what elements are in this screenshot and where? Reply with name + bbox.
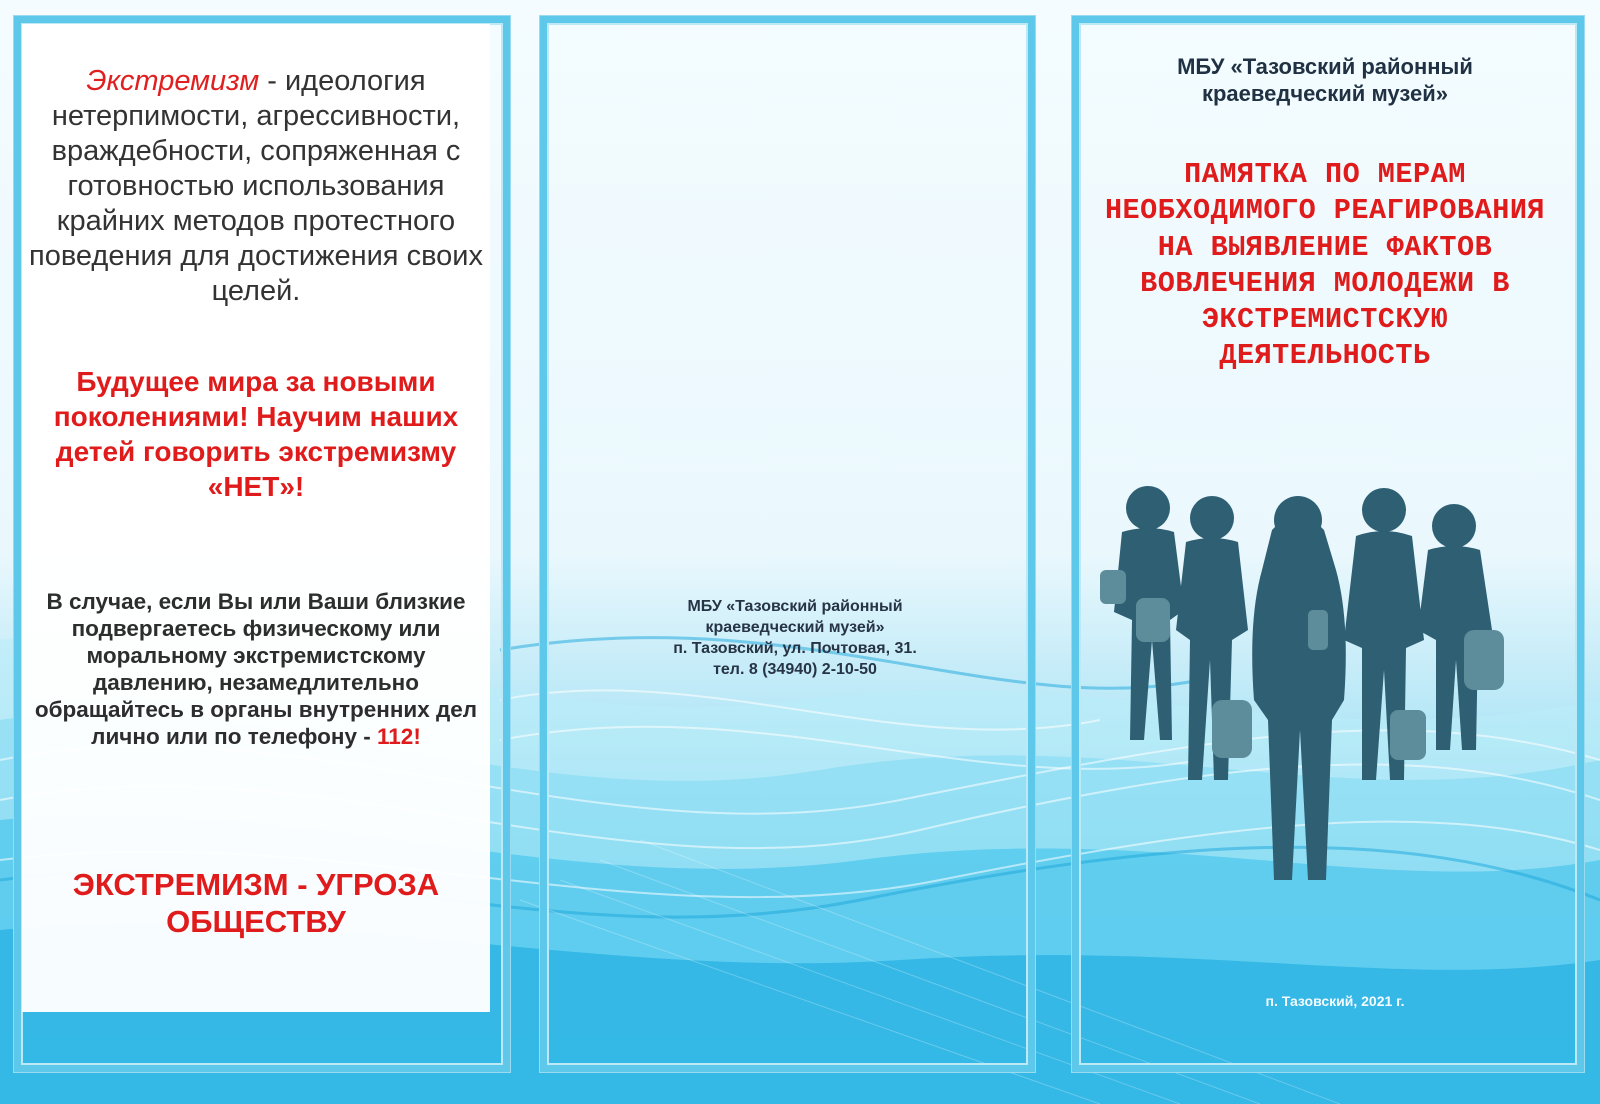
middle-panel-frame (540, 16, 1035, 1072)
cover-museum-name (1100, 53, 1550, 107)
future-call: Будущее мира за новыми поколениями! Научим наших детей говорить экстремизму «НЕТ»! (53, 366, 459, 502)
memo-title: ПАМЯТКА ПО МЕРАМ НЕОБХОДИМОГО РЕАГИРОВАНИЯ НА ВЫЯВЛЕНИЕ ФАКТОВ ВОВЛЕЧЕНИЯ МОЛОДЕЖИ В ЭКСТРЕМИСТСКУЮ ДЕЯТЕЛЬНОСТЬ (1104, 158, 1546, 373)
advice-text: В случае, если Вы или Ваши близкие подвергаетесь физическому или моральному экстремистскому давлению, незамедлительно обращайтесь в органы внутренних дел лично или по телефону - (34, 589, 478, 749)
museum-name-line2: краеведческий музей» (705, 619, 885, 636)
place-year: п. Тазовский, 2021 г. (1265, 993, 1405, 1009)
museum-contact-block (600, 596, 990, 680)
museum-name-line1: МБУ «Тазовский районный (687, 598, 903, 615)
people-silhouettes-icon (1100, 480, 1540, 910)
extremism-definition (24, 64, 488, 309)
definition-text: - идеология нетерпимости, агрессивности, враждебности, сопряженная с готовностью использования крайних методов протестного поведения для достижения своих целей. (29, 65, 483, 307)
definition-term: Экстремизм (86, 65, 260, 97)
museum-address: п. Тазовский, ул. Почтовая, 31. (673, 640, 917, 657)
museum-phone: тел. 8 (34940) 2-10-50 (713, 661, 877, 678)
cover-museum-line2: краеведческий музей» (1201, 81, 1449, 106)
cover-museum-line1: МБУ «Тазовский районный (1177, 54, 1473, 79)
threat-slogan: ЭКСТРЕМИЗМ - УГРОЗА ОБЩЕСТВУ (72, 867, 440, 939)
advice-paragraph (24, 588, 488, 750)
emergency-number: 112! (377, 724, 421, 749)
